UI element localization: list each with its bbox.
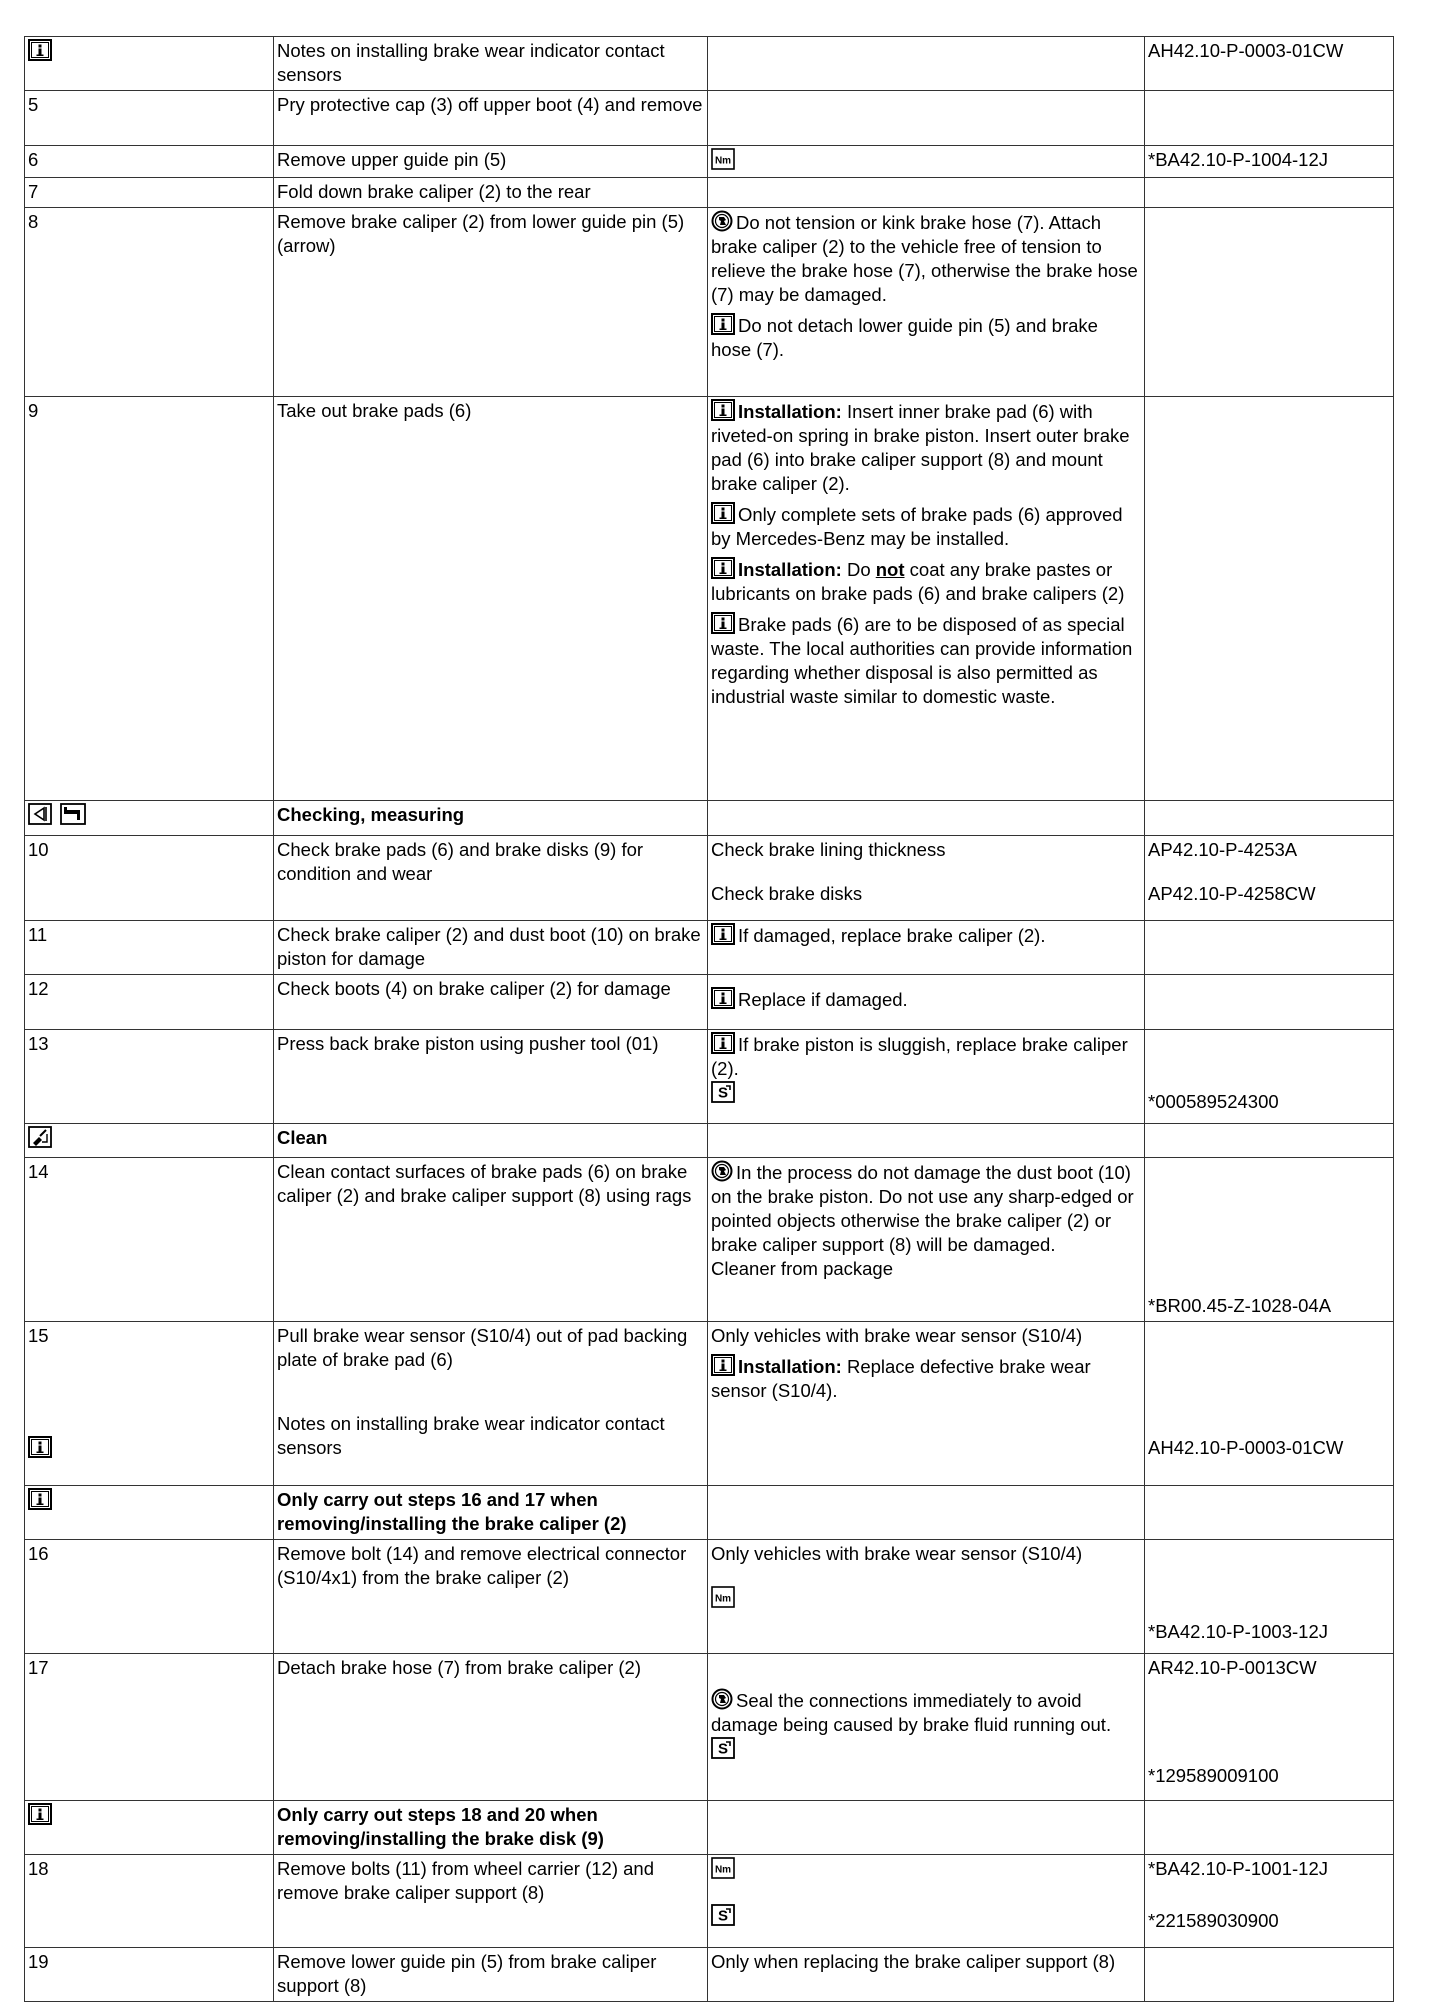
installation-label: Installation: xyxy=(738,1356,842,1377)
section-header-row xyxy=(25,801,1394,836)
table-row xyxy=(25,1855,1394,1948)
document-reference[interactable]: AH42.10-P-0003-01CW xyxy=(1148,1437,1344,1458)
step-text: Pull brake wear sensor (S10/4) out of pad backing plate of brake pad (6) xyxy=(277,1325,688,1370)
table-row xyxy=(25,146,1394,178)
table-row xyxy=(25,178,1394,208)
info-note: Do not detach lower guide pin (5) and brake hose (7). xyxy=(711,315,1098,360)
step-text: Clean contact surfaces of brake pads (6) on brake caliper (2) and brake caliper support (8) using rags xyxy=(274,1158,708,1322)
condition-text: Only vehicles with brake wear sensor (S10/4) xyxy=(711,1543,1083,1564)
info-icon xyxy=(711,399,735,421)
document-reference[interactable]: *BA42.10-P-1003-12J xyxy=(1148,1621,1328,1642)
section-header-row xyxy=(25,1124,1394,1158)
step-text: Remove upper guide pin (5) xyxy=(274,146,708,178)
special-tool-icon xyxy=(711,1081,735,1103)
info-icon xyxy=(711,987,735,1009)
table-row xyxy=(25,91,1394,146)
document-reference[interactable]: AP42.10-P-4253A xyxy=(1148,839,1298,860)
step-number: 6 xyxy=(25,146,274,178)
step-number: 16 xyxy=(25,1540,274,1654)
consumable-text: Cleaner from package xyxy=(711,1258,894,1279)
info-icon xyxy=(711,557,735,579)
check-icon xyxy=(28,803,52,825)
caution-note: In the process do not damage the dust boot (10) on the brake piston. Do not use any sharp-edged or pointed objects otherwise the brake caliper (2) or brake caliper support (8) will be damaged. xyxy=(711,1162,1134,1255)
info-icon xyxy=(28,1488,52,1510)
tool-number[interactable]: *221589030900 xyxy=(1148,1910,1279,1931)
document-reference[interactable]: AP42.10-P-4258CW xyxy=(1148,883,1316,904)
step-text: Take out brake pads (6) xyxy=(274,397,708,801)
step-number: 19 xyxy=(25,1948,274,2002)
document-reference[interactable]: AR42.10-P-0013CW xyxy=(1148,1657,1317,1678)
section-title: Checking, measuring xyxy=(274,801,708,836)
step-number: 17 xyxy=(25,1654,274,1801)
step-text: Remove bolts (11) from wheel carrier (12) and remove brake caliper support (8) xyxy=(274,1855,708,1948)
special-tool-icon xyxy=(711,1737,735,1759)
info-note: Replace defective brake wear sensor (S10/4). xyxy=(711,1356,1091,1401)
tool-number[interactable]: *000589524300 xyxy=(1148,1091,1279,1112)
caution-note: Do not tension or kink brake hose (7). Attach brake caliper (2) to the vehicle free of tension to relieve the brake hose (7), otherwise the brake hose (7) may be damaged. xyxy=(711,212,1138,305)
torque-nm-icon xyxy=(711,148,735,170)
document-reference[interactable]: AH42.10-P-0003-01CW xyxy=(1145,37,1394,91)
step-text: Remove brake caliper (2) from lower guide pin (5) (arrow) xyxy=(274,208,708,397)
check-text: Check brake disks xyxy=(711,883,863,904)
step-text: Press back brake piston using pusher tool (01) xyxy=(274,1030,708,1124)
document-reference[interactable]: *BA42.10-P-1004-12J xyxy=(1145,146,1394,178)
table-row xyxy=(25,836,1394,921)
step-number: 11 xyxy=(25,921,274,975)
table-row xyxy=(25,1948,1394,2002)
step-text: Check boots (4) on brake caliper (2) for damage xyxy=(274,975,708,1030)
info-note: If brake piston is sluggish, replace brake caliper (2). xyxy=(711,1034,1128,1079)
step-text: Detach brake hose (7) from brake caliper (2) xyxy=(274,1654,708,1801)
svg-text:S: S xyxy=(717,1084,729,1102)
step-number: 14 xyxy=(25,1158,274,1322)
info-icon xyxy=(28,1436,52,1458)
info-note: Brake pads (6) are to be disposed of as special waste. The local authorities can provide information regarding whether disposal is also permitted as industrial waste similar to domestic waste. xyxy=(711,614,1133,707)
emphasis-not: not xyxy=(875,559,905,580)
info-note: If damaged, replace brake caliper (2). xyxy=(738,925,1046,946)
info-row xyxy=(25,1486,1394,1540)
info-note: Replace if damaged. xyxy=(738,989,908,1010)
torque-nm-icon xyxy=(711,1857,735,1879)
svg-text:Nm: Nm xyxy=(714,1864,732,1876)
info-row xyxy=(25,1801,1394,1855)
svg-text:Nm: Nm xyxy=(714,1593,732,1605)
clean-icon xyxy=(28,1126,52,1148)
table-row xyxy=(25,975,1394,1030)
caution-icon xyxy=(711,210,733,232)
step-text: Check brake caliper (2) and dust boot (10) on brake piston for damage xyxy=(274,921,708,975)
table-row xyxy=(25,1030,1394,1124)
info-icon xyxy=(711,313,735,335)
info-icon xyxy=(711,1032,735,1054)
info-icon xyxy=(711,923,735,945)
document-reference[interactable]: *BR00.45-Z-1028-04A xyxy=(1148,1295,1332,1316)
installation-label: Installation: xyxy=(738,401,842,422)
info-note: Insert inner brake pad (6) with riveted-on spring in brake piston. Insert outer brake pad (6) into brake caliper support (8) and mount brake caliper (2). xyxy=(711,401,1130,494)
info-note: Do xyxy=(841,559,876,580)
table-row xyxy=(25,397,1394,801)
table-row xyxy=(25,1158,1394,1322)
step-number: 12 xyxy=(25,975,274,1030)
info-heading: Only carry out steps 16 and 17 when removing/installing the brake caliper (2) xyxy=(274,1486,708,1540)
step-number: 13 xyxy=(25,1030,274,1124)
section-title: Clean xyxy=(274,1124,708,1158)
torque-nm-icon xyxy=(711,1586,735,1608)
check-text: Check brake lining thickness xyxy=(711,839,946,860)
measure-icon xyxy=(60,803,86,825)
caution-icon xyxy=(711,1160,733,1182)
info-icon xyxy=(711,502,735,524)
step-number: 15 xyxy=(28,1325,49,1346)
table-row xyxy=(25,921,1394,975)
caution-icon xyxy=(711,1688,733,1710)
step-number: 7 xyxy=(25,178,274,208)
info-icon xyxy=(711,612,735,634)
step-text: Fold down brake caliper (2) to the rear xyxy=(274,178,708,208)
installation-label: Installation: xyxy=(738,559,842,580)
tool-number[interactable]: *129589009100 xyxy=(1148,1765,1279,1786)
info-icon xyxy=(28,39,52,61)
table-row xyxy=(25,208,1394,397)
table-row xyxy=(25,1322,1394,1486)
table-row xyxy=(25,37,1394,91)
condition-text: Only when replacing the brake caliper support (8) xyxy=(708,1948,1145,2002)
step-number: 9 xyxy=(25,397,274,801)
document-reference[interactable]: *BA42.10-P-1001-12J xyxy=(1148,1858,1328,1879)
step-text: Pry protective cap (3) off upper boot (4) and remove xyxy=(274,91,708,146)
step-number: 18 xyxy=(25,1855,274,1948)
info-icon xyxy=(28,1803,52,1825)
info-note: Only complete sets of brake pads (6) approved by Mercedes-Benz may be installed. xyxy=(711,504,1123,549)
svg-text:Nm: Nm xyxy=(714,155,732,167)
caution-note: Seal the connections immediately to avoid damage being caused by brake fluid running out. xyxy=(711,1690,1112,1735)
step-number: 8 xyxy=(25,208,274,397)
table-row xyxy=(25,1654,1394,1801)
svg-text:S: S xyxy=(717,1907,729,1925)
step-text: Notes on installing brake wear indicator contact sensors xyxy=(274,37,708,91)
special-tool-icon xyxy=(711,1904,735,1926)
info-icon xyxy=(711,1354,735,1376)
step-text: Remove lower guide pin (5) from brake caliper support (8) xyxy=(274,1948,708,2002)
row-icon-cell xyxy=(25,37,274,91)
step-text: Notes on installing brake wear indicator contact sensors xyxy=(277,1413,665,1458)
table-row xyxy=(25,1540,1394,1654)
svg-text:S: S xyxy=(717,1740,729,1758)
info-note: coat any brake pastes or lubricants on brake pads (6) and brake calipers (2) xyxy=(711,559,1125,604)
condition-text: Only vehicles with brake wear sensor (S10/4) xyxy=(711,1325,1083,1346)
step-text: Check brake pads (6) and brake disks (9) for condition and wear xyxy=(274,836,708,921)
step-text: Remove bolt (14) and remove electrical connector (S10/4x1) from the brake caliper (2) xyxy=(274,1540,708,1654)
step-number: 5 xyxy=(25,91,274,146)
info-heading: Only carry out steps 18 and 20 when removing/installing the brake disk (9) xyxy=(274,1801,708,1855)
procedure-table xyxy=(24,36,1394,2002)
step-number: 10 xyxy=(25,836,274,921)
